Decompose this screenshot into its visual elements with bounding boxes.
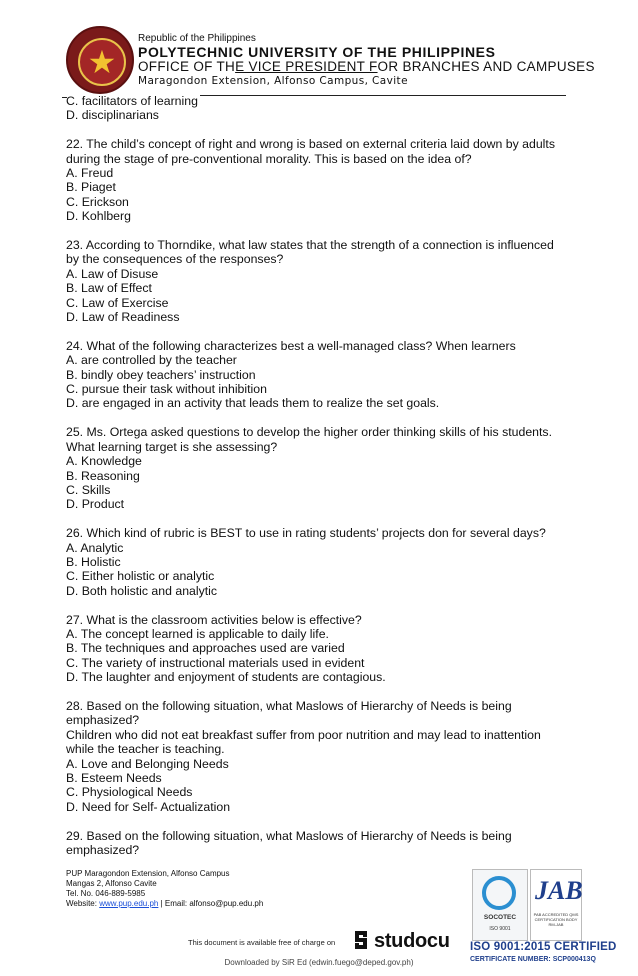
blank-line [66,598,566,612]
blank-line [66,324,566,338]
jab-caption: PAB ACCREDITED QMS CERTIFICATION BODY RM-JAB [533,912,579,927]
republic-line: Republic of the Philippines [138,33,256,44]
text-line: A. Law of Disuse [66,266,159,281]
socotec-iso-label: ISO 9001 [489,926,511,932]
footer-tel: Tel. No. 046-889-5985 [66,889,146,898]
text-line: 29. Based on the following situation, what Maslows of Hierarchy of Needs is being [66,828,512,843]
text-line: B. Esteem Needs [66,770,162,785]
seal-inner-ring [78,38,126,86]
text-line: C. Either holistic or analytic [66,569,215,584]
text-line: C. facilitators of learning [66,94,198,108]
text-line: A. Knowledge [66,454,142,469]
text-line: A. Freud [66,166,114,181]
campus-line: Maragondon Extension, Alfonso Campus, Cavite [138,75,408,87]
text-line: A. Analytic [66,540,124,555]
text-line: emphasized? [66,713,140,728]
text-line: during the stage of pre-conventional morality. This is based on the idea of? [66,151,472,166]
text-line: B. Law of Effect [66,281,152,296]
website-link[interactable]: www.pup.edu.ph [99,899,159,908]
blank-line [66,814,566,828]
text-line: D. Need for Self- Actualization [66,799,231,814]
download-attribution: Downloaded by SiR Ed (edwin.fuego@deped.gov.ph) [224,958,414,967]
text-line: C. Law of Exercise [66,295,169,310]
text-line: while the teacher is teaching. [66,742,225,757]
office-line-underlined: E VICE PRESIDENT F [235,59,378,74]
text-line: D. are engaged in an activity that leads them to realize the set goals. [66,396,440,411]
text-line: D. Both holistic and analytic [66,583,218,598]
jab-logo: JAB [535,876,583,905]
text-line: D. Law of Readiness [66,310,180,325]
footer-address-line2: Mangas 2, Alfonso Cavite [66,879,157,888]
text-line: C. Physiological Needs [66,785,193,800]
text-line: What learning target is she assessing? [66,439,278,454]
blank-line [66,224,566,238]
blank-line [66,685,566,699]
studocu-logo-icon [352,929,370,951]
blank-line [66,512,566,526]
text-line: 26. Which kind of rubric is BEST to use in rating students’ projects don for several days? [66,526,546,541]
footer-website-label: Website: [66,899,97,908]
socotec-certification-badge [472,869,528,941]
socotec-logo-icon [482,876,516,910]
text-line: by the consequences of the responses? [66,252,284,267]
studocu-brand[interactable] [352,929,450,953]
text-line: 23. According to Thorndike, what law states that the strength of a connection is influenced [66,238,554,253]
blank-line [66,411,566,425]
footer-address [66,869,263,909]
footer-address-line1: PUP Maragondon Extension, Alfonso Campus [66,869,230,878]
text-line: 25. Ms. Ortega asked questions to develop the higher order thinking skills of his students. [66,425,552,440]
office-line [138,59,595,74]
socotec-label: SOCOTEC [483,914,517,921]
page-header [0,0,638,100]
text-line: C. Erickson [66,194,129,209]
text-line: A. The concept learned is applicable to daily life. [66,626,329,641]
text-line: 27. What is the classroom activities below is effective? [66,612,362,627]
text-line: 28. Based on the following situation, what Maslows of Hierarchy of Needs is being [66,698,512,713]
text-line: B. Holistic [66,554,121,569]
text-line: D. Kohlberg [66,209,131,224]
office-line-part3: OR BRANCHES AND CAMPUSES [377,59,595,74]
footer-web-line [66,899,263,909]
university-name: POLYTECHNIC UNIVERSITY OF THE PHILIPPINES [138,44,496,60]
jab-accreditation-badge [530,869,582,941]
text-line: emphasized? [66,843,140,857]
text-line: 24. What of the following characterizes best a well-managed class? When learners [66,338,516,353]
text-line: C. pursue their task without inhibition [66,382,267,397]
text-line: B. Piaget [66,180,116,195]
text-line: B. bindly obey teachers’ instruction [66,367,256,382]
text-line: 22. The child’s concept of right and wrong is based on external criteria laid down by adults [66,137,555,152]
text-line: B. Reasoning [66,468,140,483]
office-line-part1: OFFICE OF TH [138,59,236,74]
iso-certified-label: ISO 9001:2015 CERTIFIED [470,941,617,953]
footer-email: | Email: alfonso@pup.edu.ph [160,899,264,908]
studocu-wordmark: studocu [374,930,450,952]
text-line: C. Skills [66,482,111,497]
availability-note: This document is available free of charge on [188,938,336,947]
star-icon: ★ [87,43,117,81]
certificate-number: CERTIFICATE NUMBER: SCP000413Q [470,956,596,963]
text-line: D. The laughter and enjoyment of students are contagious. [66,670,386,685]
text-line: D. disciplinarians [66,108,159,123]
document-body [66,94,566,857]
university-seal-logo [66,26,134,94]
text-line: B. The techniques and approaches used are varied [66,641,345,656]
text-line: A. Love and Belonging Needs [66,756,229,771]
text-line: D. Product [66,497,125,512]
blank-line [66,123,566,137]
text-line: A. are controlled by the teacher [66,353,237,368]
text-line: Children who did not eat breakfast suffer from poor nutrition and may lead to inattention [66,727,541,742]
text-line: C. The variety of instructional materials used in evident [66,655,365,670]
